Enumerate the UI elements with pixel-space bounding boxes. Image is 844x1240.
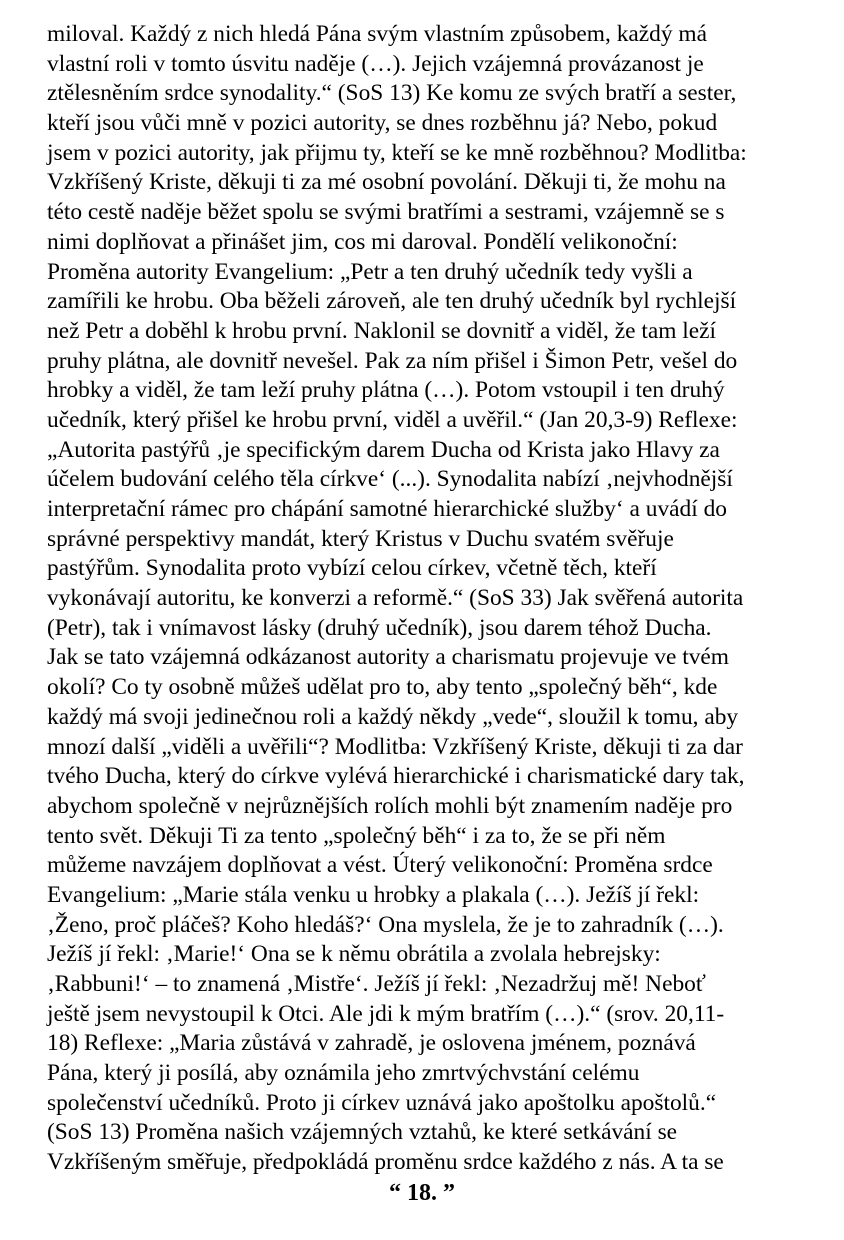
text-line: Pána, který ji posílá, aby oznámila jeho zmrtvýchvstání celému	[47, 1060, 640, 1087]
text-line: Vzkříšeným směřuje, předpokládá proměnu srdce každého z nás. A ta se	[47, 1149, 724, 1176]
text-line: každý má svoji jedinečnou roli a každý někdy „vede“, sloužil k tomu, aby	[47, 703, 739, 730]
text-line: můžeme navzájem doplňovat a vést. Úterý velikonoční: Proměna srdce	[47, 852, 713, 879]
text-line: ‚Ženo, proč pláčeš? Koho hledáš?‘ Ona myslela, že je to zahradník (…).	[47, 911, 724, 938]
text-line: kteří jsou vůči mně v pozici autority, se dnes rozběhnu já? Nebo, pokud	[47, 110, 718, 137]
text-line: nimi doplňovat a přinášet jim, cos mi daroval. Pondělí velikonoční:	[47, 228, 678, 255]
text-line: (SoS 13) Proměna našich vzájemných vztahů, ke které setkávání se	[47, 1119, 678, 1146]
text-line: Evangelium: „Marie stála venku u hrobky a plakala (…). Ježíš jí řekl:	[47, 881, 700, 908]
text-line: abychom společně v nejrůznějších rolích mohli být znamením naděje pro	[47, 792, 733, 819]
text-line: „Autorita pastýřů ‚je specifickým darem Ducha od Krista jako Hlavy za	[47, 436, 720, 463]
text-line: 18) Reflexe: „Maria zůstává v zahradě, je oslovena jménem, poznává	[47, 1030, 696, 1057]
text-line: učedník, který přišel ke hrobu první, viděl a uvěřil.“ (Jan 20,3-9) Reflexe:	[47, 406, 738, 433]
text-line: okolí? Co ty osobně můžeš udělat pro to, aby tento „společný běh“, kde	[47, 674, 718, 701]
text-line: tento svět. Děkuji Ti za tento „společný běh“ i za to, že se při něm	[47, 822, 666, 849]
document-body	[47, 20, 807, 1178]
page-number: “ 18. ”	[389, 1180, 455, 1206]
text-line: pruhy plátna, ale dovnitř nevešel. Pak za ním přišel i Šimon Petr, vešel do	[47, 347, 738, 374]
text-line: Jak se tato vzájemná odkázanost autority a charismatu projevuje ve tvém	[47, 644, 729, 671]
text-line: této cestě naděje běžet spolu se svými bratřími a sestrami, vzájemně se s	[47, 199, 725, 226]
text-line: pastýřům. Synodalita proto vybízí celou církev, včetně těch, kteří	[47, 555, 657, 582]
text-line: Proměna autority Evangelium: „Petr a ten druhý učedník tedy vyšli a	[47, 258, 693, 285]
text-line: Ježíš jí řekl: ‚Marie!‘ Ona se k němu obrátila a zvolala hebrejsky:	[47, 941, 661, 968]
text-line: ztělesněním srdce synodality.“ (SoS 13) Ke komu ze svých bratří a sester,	[47, 80, 737, 107]
text-line: tvého Ducha, který do církve vylévá hierarchické i charismatické dary tak,	[47, 763, 745, 790]
text-line: ještě jsem nevystoupil k Otci. Ale jdi k mým bratřím (…).“ (srov. 20,11-	[47, 1000, 725, 1027]
text-line: mnozí další „viděli a uvěřili“? Modlitba: Vzkříšený Kriste, děkuji ti za dar	[47, 733, 743, 760]
text-line: ‚Rabbuni!‘ – to znamená ‚Mistře‘. Ježíš jí řekl: ‚Nezadržuj mě! Neboť	[47, 971, 706, 997]
text-line: (Petr), tak i vnímavost lásky (druhý učedník), jsou darem téhož Ducha.	[47, 614, 712, 641]
text-line: miloval. Každý z nich hledá Pána svým vlastním způsobem, každý má	[47, 21, 707, 47]
text-line: správné perspektivy mandát, který Kristus v Duchu svatém svěřuje	[47, 525, 674, 552]
text-line: Vzkříšený Kriste, děkuji ti za mé osobní povolání. Děkuji ti, že mohu na	[47, 169, 726, 196]
text-line: vykonávají autoritu, ke konverzi a reformě.“ (SoS 33) Jak svěřená autorita	[47, 585, 744, 612]
text-line: zamířili ke hrobu. Oba běželi zároveň, ale ten druhý učedník byl rychlejší	[47, 288, 737, 315]
text-line: jsem v pozici autority, jak přijmu ty, kteří se ke mně rozběhnou? Modlitba:	[47, 139, 747, 166]
text-line: interpretační rámec pro chápání samotné hierarchické služby‘ a uvádí do	[47, 496, 727, 522]
text-line: účelem budování celého těla církve‘ (...). Synodalita nabízí ‚nejvhodnější	[47, 466, 733, 493]
text-line: společenství učedníků. Proto ji církev uznává jako apoštolku apoštolů.“	[47, 1089, 717, 1116]
text-line: hrobky a viděl, že tam leží pruhy plátna (…). Potom vstoupil i ten druhý	[47, 377, 725, 404]
text-line: vlastní roli v tomto úsvitu naděje (…). Jejich vzájemná provázanost je	[47, 50, 704, 77]
text-line: než Petr a doběhl k hrobu první. Naklonil se dovnitř a viděl, že tam leží	[47, 317, 717, 344]
